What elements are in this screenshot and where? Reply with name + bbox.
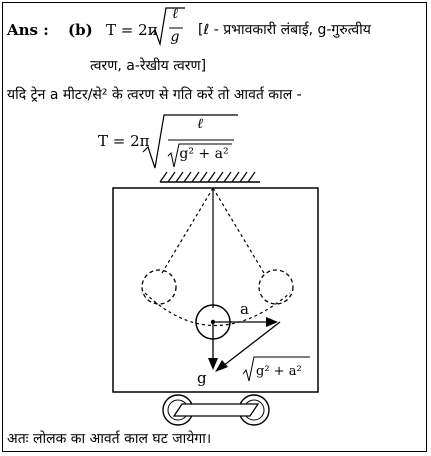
formula2-lhs: T = 2π <box>98 132 150 150</box>
problem-statement: यदि ट्रेन a मीटर/से² के त्वरण से गति करें तो आवर्त काल - <box>7 87 302 103</box>
formula2-numerator: ℓ <box>197 116 203 132</box>
label-resultant: g² + a² <box>256 364 302 379</box>
option-label: (b) <box>68 21 93 39</box>
definition-note-cont: त्वरण, a-रेखीय त्वरण] <box>90 58 207 74</box>
definition-note: [ℓ - प्रभावकारी लंबाई, g-गुरुत्वीय <box>198 22 371 38</box>
coupling-rod <box>174 404 258 416</box>
string-right <box>213 188 264 273</box>
fraction-denominator: g <box>170 29 180 45</box>
label-g: g <box>197 369 207 387</box>
bob-left <box>142 270 176 304</box>
bob-right <box>259 270 293 304</box>
g-arrow-head <box>208 358 218 370</box>
resultant-line <box>223 322 280 366</box>
ceiling-hatch <box>160 172 255 182</box>
ans-label: Ans : <box>7 21 49 39</box>
pendulum-diagram <box>0 170 431 430</box>
label-a: a <box>240 300 249 318</box>
formula-lhs: T = 2π <box>106 21 158 39</box>
resultant-arrow-head <box>215 360 228 372</box>
fraction-numerator: ℓ <box>172 6 178 22</box>
formula2-denominator: g² + a² <box>179 146 229 162</box>
string-left <box>162 188 213 273</box>
conclusion-text: अतः लोलक का आवर्त काल घट जायेगा। <box>7 431 212 447</box>
